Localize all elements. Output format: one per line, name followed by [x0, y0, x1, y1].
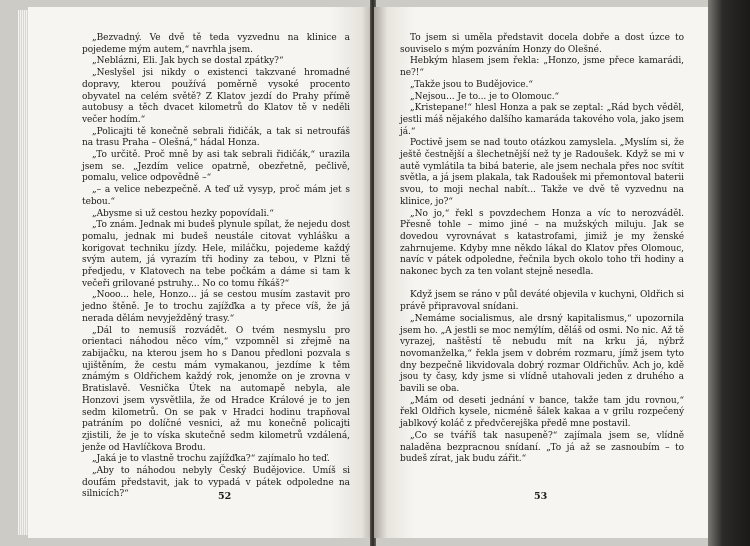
paragraph: „Takže jsou to Budějovice.“ — [410, 79, 533, 90]
background-shadow — [708, 0, 750, 546]
paragraph: „Policajti tě konečně sebrali řidičák, a tak si netroufáš na trasu Praha – Olešná,“ hádal Honza. — [82, 126, 350, 149]
paragraph: Hebkým hlasem jsem řekla: „Honzo, jsme přece kamarádi, ne?!“ — [400, 56, 684, 79]
left-page — [28, 7, 372, 538]
paragraph: „To znám. Jednak mi budeš plynule spílat, že nejedu dost pomalu, jednak mi budeš neustále citovat vyhlášku a korigovat techniku jízdy. Hele, miláčku, pojedeme každý svým autem, já vyrazím tři hodiny za tebou, v Plzni tě předjedu, v Klatovech na tebe počkám a dáme si tam k večeři grilované pstruhy... No co tomu říkáš?“ — [82, 220, 350, 289]
paragraph: To jsem si uměla představit docela dobře a dost úzce to souviselo s mým pozváním Honzy do Olešné. — [400, 33, 684, 55]
paragraph: „Co se tváříš tak nasupeně?“ zajímala jsem se, vlídně naladěna bezpracnou snídaní. „To já až se zasnoubím – to budeš zírat, jak budu zářit.“ — [400, 430, 684, 465]
page-number-right: 53 — [534, 491, 548, 502]
page-number-left: 52 — [218, 491, 232, 502]
paragraph: „Nejsou... Je to... je to Olomouc.“ — [410, 91, 560, 102]
paragraph: Poctivě jsem se nad touto otázkou zamyslela. „Myslím si, že ještě čestnější a šlechetnější než ty je Radoušek. Když se mi v autě vymlátila ta bibá baterie, ale jsem nechala přes noc svítit světla, a já jsem plakala, tak Radoušek mi přemontoval baterii svou, to moji nechal nabít... Takže ve dvě tě vyzvednu na klinice, jo?“ — [400, 138, 684, 207]
paragraph: „No jo,“ řekl s povzdechem Honza a víc to nerozváděl. Přesně tohle – mimo jiné – na mužských miluju. Jak se dovedou vyrovnávat s katastrofami, jimiž je my ženské zahrnujeme. Kdyby mne někdo lákal do Klatov přes Olomouc, navíc v pátek odpoledne, řečnila bych okolo toho tři hodiny a nakonec bych za ten volant stejně nesedla. — [400, 208, 684, 278]
paragraph: „Bezvadný. Ve dvě tě teda vyzvednu na klinice a pojedeme mým autem,“ navrhla jsem. — [82, 33, 350, 55]
paragraph: „Mám od deseti jednání v bance, takže tam jdu rovnou,“ řekl Oldřich kysele, nicméně šálek kakaa a v grilu rozpečený jablkový koláč z předvčerejška předě mne postavil. — [400, 395, 684, 430]
paragraph: Když jsem se ráno v půl deváté objevila v kuchyni, Oldřich si právě připravoval snídani. — [400, 290, 684, 313]
paragraph: „Neslyšel jsi nikdy o existenci takzvané hromadné dopravy, kterou používá poměrně vysoké procento obyvatel na celém světě? Z Klatov jezdí do Prahy přímě autobusy a těch dvacet kilometrů do Klatov tě v neděli večer hodím.“ — [82, 68, 350, 125]
paragraph: „Kristepane!“ hlesl Honza a pak se zeptal: „Rád bych věděl, jestli máš nějakého dalšího kamaráda takového vola, jako jsem já.“ — [400, 103, 684, 137]
paragraph: „Abysme si už cestou hezky popovídali.“ — [92, 208, 274, 219]
paragraph: „Nemáme socialismus, ale drsný kapitalismus,“ upozornila jsem ho. „A jestli se moc nemýlím, děláš od osmi. No nic. Až tě vyrazej, naštěstí tě nebudu mít na krku já, nýbrž novomanželka,“ řekla jsem v dobrém rozmaru, jímž jsem tyto dny bezpečně likvidovala dobrý rozmar Oldřichův. Ach jo, kdě jsou ty časy, kdy jsme si vlídně utahovali jeden z druhého a bavili se oba. — [400, 313, 684, 395]
paragraph: „– a velice nebezpečně. A teď už vysyp, proč mám jet s tebou.“ — [82, 185, 350, 207]
right-page — [374, 7, 710, 538]
paragraph: „Nooo... hele, Honzo... já se cestou musím zastavit pro jedno štěně. Je to trochu zajížďka a ty přece víš, že já nerada dělám nevyježděný trasy.“ — [82, 290, 350, 324]
paragraph: „To určitě. Proč mně by asi tak sebrali řidičák,“ urazila jsem se. „Jezdím velice opatrně, obezřetně, pečlivě, pomalu, velice odpovědně –“ — [82, 150, 350, 184]
paragraph: „Neblázni, Eli. Jak bych se dostal zpátky?“ — [92, 56, 284, 67]
paragraph: „Dál to nemusíš rozvádět. O tvém nesmyslu pro orientaci náhodou něco vím,“ vzpomněl si zřejmě na zabijačku, na kterou jsem ho s Danou předloni pozvala s ujištěním, že cestu mám vymakanou, jezdíme k těm známým s Oldřichem každý rok, jenomže on je zrovna v Bratislavě. Vesnička Útek na automapě nebyla, ale Honzovi jsem vysvětlila, že od Hradce Králové je to jen sedm kilometrů. On se pak v Hradci hodinu trapňoval patráním po dolíčné vesnici, až mu konečně policajti zjistili, že je to víska skutečně sedm kilometrů vzdálená, jenže od Havlíčkova Brodu. — [82, 325, 350, 453]
paragraph: „Jaká je to vlastně trochu zajížďka?“ zajímalo ho teď. — [92, 454, 330, 465]
paragraph: „Aby to náhodou nebyly Český Budějovice. Umíš si doufám představit, jak to vypadá v pátek odpoledne na silnicích?“ — [82, 466, 350, 500]
